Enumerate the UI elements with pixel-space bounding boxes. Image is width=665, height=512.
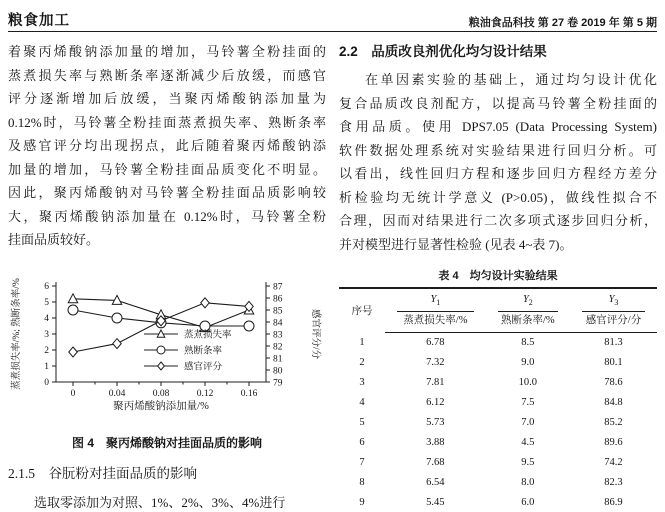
- text-line: 析检验均无统计学意义 (P>0.05)，做线性拟合不: [339, 189, 657, 205]
- table-cell: 6.0: [521, 497, 535, 509]
- text-line: 大，聚丙烯酸钠添加量在 0.12%时，马铃薯全粉: [8, 208, 326, 224]
- table-cell: 81.3: [604, 337, 623, 349]
- table-header-cell: $Y_1$: [385, 288, 486, 312]
- svg-text:0.16: 0.16: [240, 388, 258, 399]
- svg-text:0.04: 0.04: [108, 388, 126, 399]
- table-cell: 2: [359, 357, 365, 369]
- text-line: 评分逐渐增加后放缓，当聚丙烯酸钠添加量为: [8, 91, 326, 106]
- svg-text:84: 84: [273, 318, 283, 328]
- svg-text:5: 5: [44, 297, 49, 308]
- table-cell: 7.5: [521, 397, 535, 409]
- table-cell: 78.6: [604, 377, 623, 389]
- table-cell: 10.0: [518, 377, 538, 389]
- text-line: 合理，因而对结果进行二次多项式逐步回归分析，: [339, 213, 657, 228]
- table-4-body: [339, 333, 657, 512]
- svg-text:83: 83: [273, 330, 283, 340]
- table-cell: 82.3: [604, 477, 623, 489]
- table-cell: 6.54: [426, 477, 445, 489]
- table-cell: 5: [359, 417, 365, 429]
- table-row: [339, 373, 657, 393]
- table-row: [339, 493, 657, 512]
- table-header-cell: $Y_3$: [570, 288, 657, 312]
- text-line: 以看出，线性回归方程和逐步回归方程经方差分: [339, 166, 657, 181]
- svg-text:82: 82: [273, 342, 283, 352]
- table-cell: 7.0: [521, 417, 535, 429]
- paragraph-2-2: [339, 68, 657, 256]
- table-cell: 5.45: [426, 497, 445, 509]
- table-cell: 8.5: [521, 337, 535, 349]
- page-header: [8, 6, 657, 30]
- svg-text:4: 4: [44, 313, 49, 324]
- table-header-cell: 序号: [351, 306, 373, 318]
- table-header-cell: 熟断条率/%: [486, 312, 570, 333]
- table-cell: 6.78: [426, 337, 445, 349]
- table-row: [339, 473, 657, 493]
- svg-text:0: 0: [44, 377, 49, 388]
- table-cell: 8.0: [521, 477, 535, 489]
- paragraph-continued: [8, 40, 326, 252]
- table-cell: 7.81: [426, 377, 445, 389]
- svg-text:80: 80: [273, 366, 283, 376]
- svg-text:0.08: 0.08: [152, 388, 170, 399]
- table-cell: 9.5: [521, 457, 535, 469]
- svg-text:81: 81: [273, 354, 283, 364]
- text-line: 着聚丙烯酸钠添加量的增加，马铃薯全粉挂面的: [8, 44, 326, 59]
- text-line: 复合品质改良剂配方，以提高马铃薯全粉挂面的: [339, 95, 657, 111]
- table-4: [339, 287, 657, 512]
- table-cell: 3: [359, 377, 365, 389]
- table-header-cell: 蒸煮损失率/%: [385, 312, 486, 333]
- table-4-caption: 表 4 均匀设计实验结果: [438, 270, 558, 282]
- figure-caption: 图 4 聚丙烯酸钠对挂面品质的影响: [71, 435, 262, 450]
- svg-text:85: 85: [273, 306, 283, 316]
- table-cell: 8: [359, 477, 365, 489]
- text-line: 在单因素实验的基础上，通过均匀设计优化: [365, 72, 657, 87]
- header-rule: [8, 31, 657, 32]
- table-cell: 7: [359, 457, 365, 469]
- svg-text:3: 3: [44, 329, 49, 340]
- table-cell: 89.6: [604, 437, 623, 449]
- header-journal-info: 粮油食品科技 第 27 卷 2019 年 第 5 期: [468, 17, 657, 29]
- table-row: [339, 453, 657, 473]
- table-row: [339, 333, 657, 354]
- text-line: 选取零添加为对照、1%、2%、3%、4%进行: [34, 494, 286, 510]
- table-cell: 7.68: [426, 457, 445, 469]
- text-line: 软件数据处理系统对实验结果进行回归分析。可: [339, 142, 657, 158]
- figure-4: [8, 276, 326, 451]
- table-row: [339, 413, 657, 433]
- table-cell: 5.73: [426, 417, 445, 429]
- left-y-axis-label: 蒸煮损失率/%; 熟断条率/%: [12, 277, 22, 390]
- table-cell: 7.32: [426, 357, 445, 369]
- legend-label: 熟断条率: [184, 346, 223, 356]
- table-row: [339, 433, 657, 453]
- table-row: [339, 353, 657, 373]
- figure-4-chart: [8, 276, 326, 426]
- header-section-title: 粮食加工: [8, 13, 70, 29]
- svg-text:1: 1: [44, 361, 49, 372]
- table-cell: 3.88: [426, 437, 445, 449]
- paragraph-2-1-5: [8, 491, 326, 512]
- table-cell: 86.9: [604, 497, 623, 509]
- right-y-axis-label: 感官评分/分: [310, 308, 320, 359]
- legend-label: 感官评分: [184, 362, 223, 372]
- table-cell: 1: [359, 336, 365, 348]
- table-row: [339, 393, 657, 413]
- table-cell: 85.2: [604, 417, 623, 429]
- table-cell: 74.2: [604, 457, 623, 469]
- svg-text:0: 0: [70, 388, 76, 399]
- text-line: 挂面品质较好。: [8, 232, 100, 247]
- svg-text:2: 2: [44, 345, 49, 356]
- text-line: 因此，聚丙烯酸钠对马铃薯全粉挂面品质影响较: [8, 185, 326, 200]
- svg-text:87: 87: [273, 282, 283, 292]
- svg-text:79: 79: [273, 378, 283, 388]
- text-line: 及感官评分均出现拐点，此后随着聚丙烯酸钠添: [8, 138, 326, 153]
- table-cell: 9: [359, 497, 365, 509]
- right-column: [339, 40, 657, 512]
- table-cell: 6.12: [426, 397, 445, 409]
- svg-text:6: 6: [44, 281, 49, 292]
- table-cell: 4.5: [521, 437, 535, 449]
- text-line: 蒸煮损失率与熟断条率逐渐减少后放缓，而感官: [8, 67, 326, 83]
- table-cell: 84.8: [604, 397, 623, 409]
- svg-text:86: 86: [273, 294, 283, 304]
- svg-text:0.12: 0.12: [196, 388, 214, 399]
- text-line: 0.12%时，马铃薯全粉挂面蒸煮损失率、熟断条率: [8, 114, 326, 130]
- section-heading-2-2: 2.2 品质改良剂优化均匀设计结果: [339, 44, 547, 59]
- table-cell: 80.1: [604, 357, 623, 369]
- x-axis-label: 聚丙烯酸钠添加量/%: [113, 400, 209, 412]
- text-line: 并对模型进行显著性检验 (见表 4~表 7)。: [339, 236, 573, 252]
- text-line: 食用品质。使用 DPS7.05 (Data Processing System): [339, 119, 657, 134]
- table-header-cell: 感官评分/分: [570, 312, 657, 333]
- text-line: 加量的增加，马铃薯全粉挂面品质变化不明显。: [8, 161, 326, 177]
- section-heading-2-1-5: 2.1.5 谷朊粉对挂面品质的影响: [8, 465, 197, 481]
- table-cell: 4: [359, 397, 365, 409]
- table-cell: 9.0: [521, 357, 535, 369]
- table-header-cell: $Y_2$: [486, 288, 570, 312]
- left-column: [8, 40, 326, 512]
- table-4-head: [339, 288, 657, 333]
- table-cell: 6: [359, 437, 365, 449]
- legend-label: 蒸煮损失率: [184, 330, 232, 340]
